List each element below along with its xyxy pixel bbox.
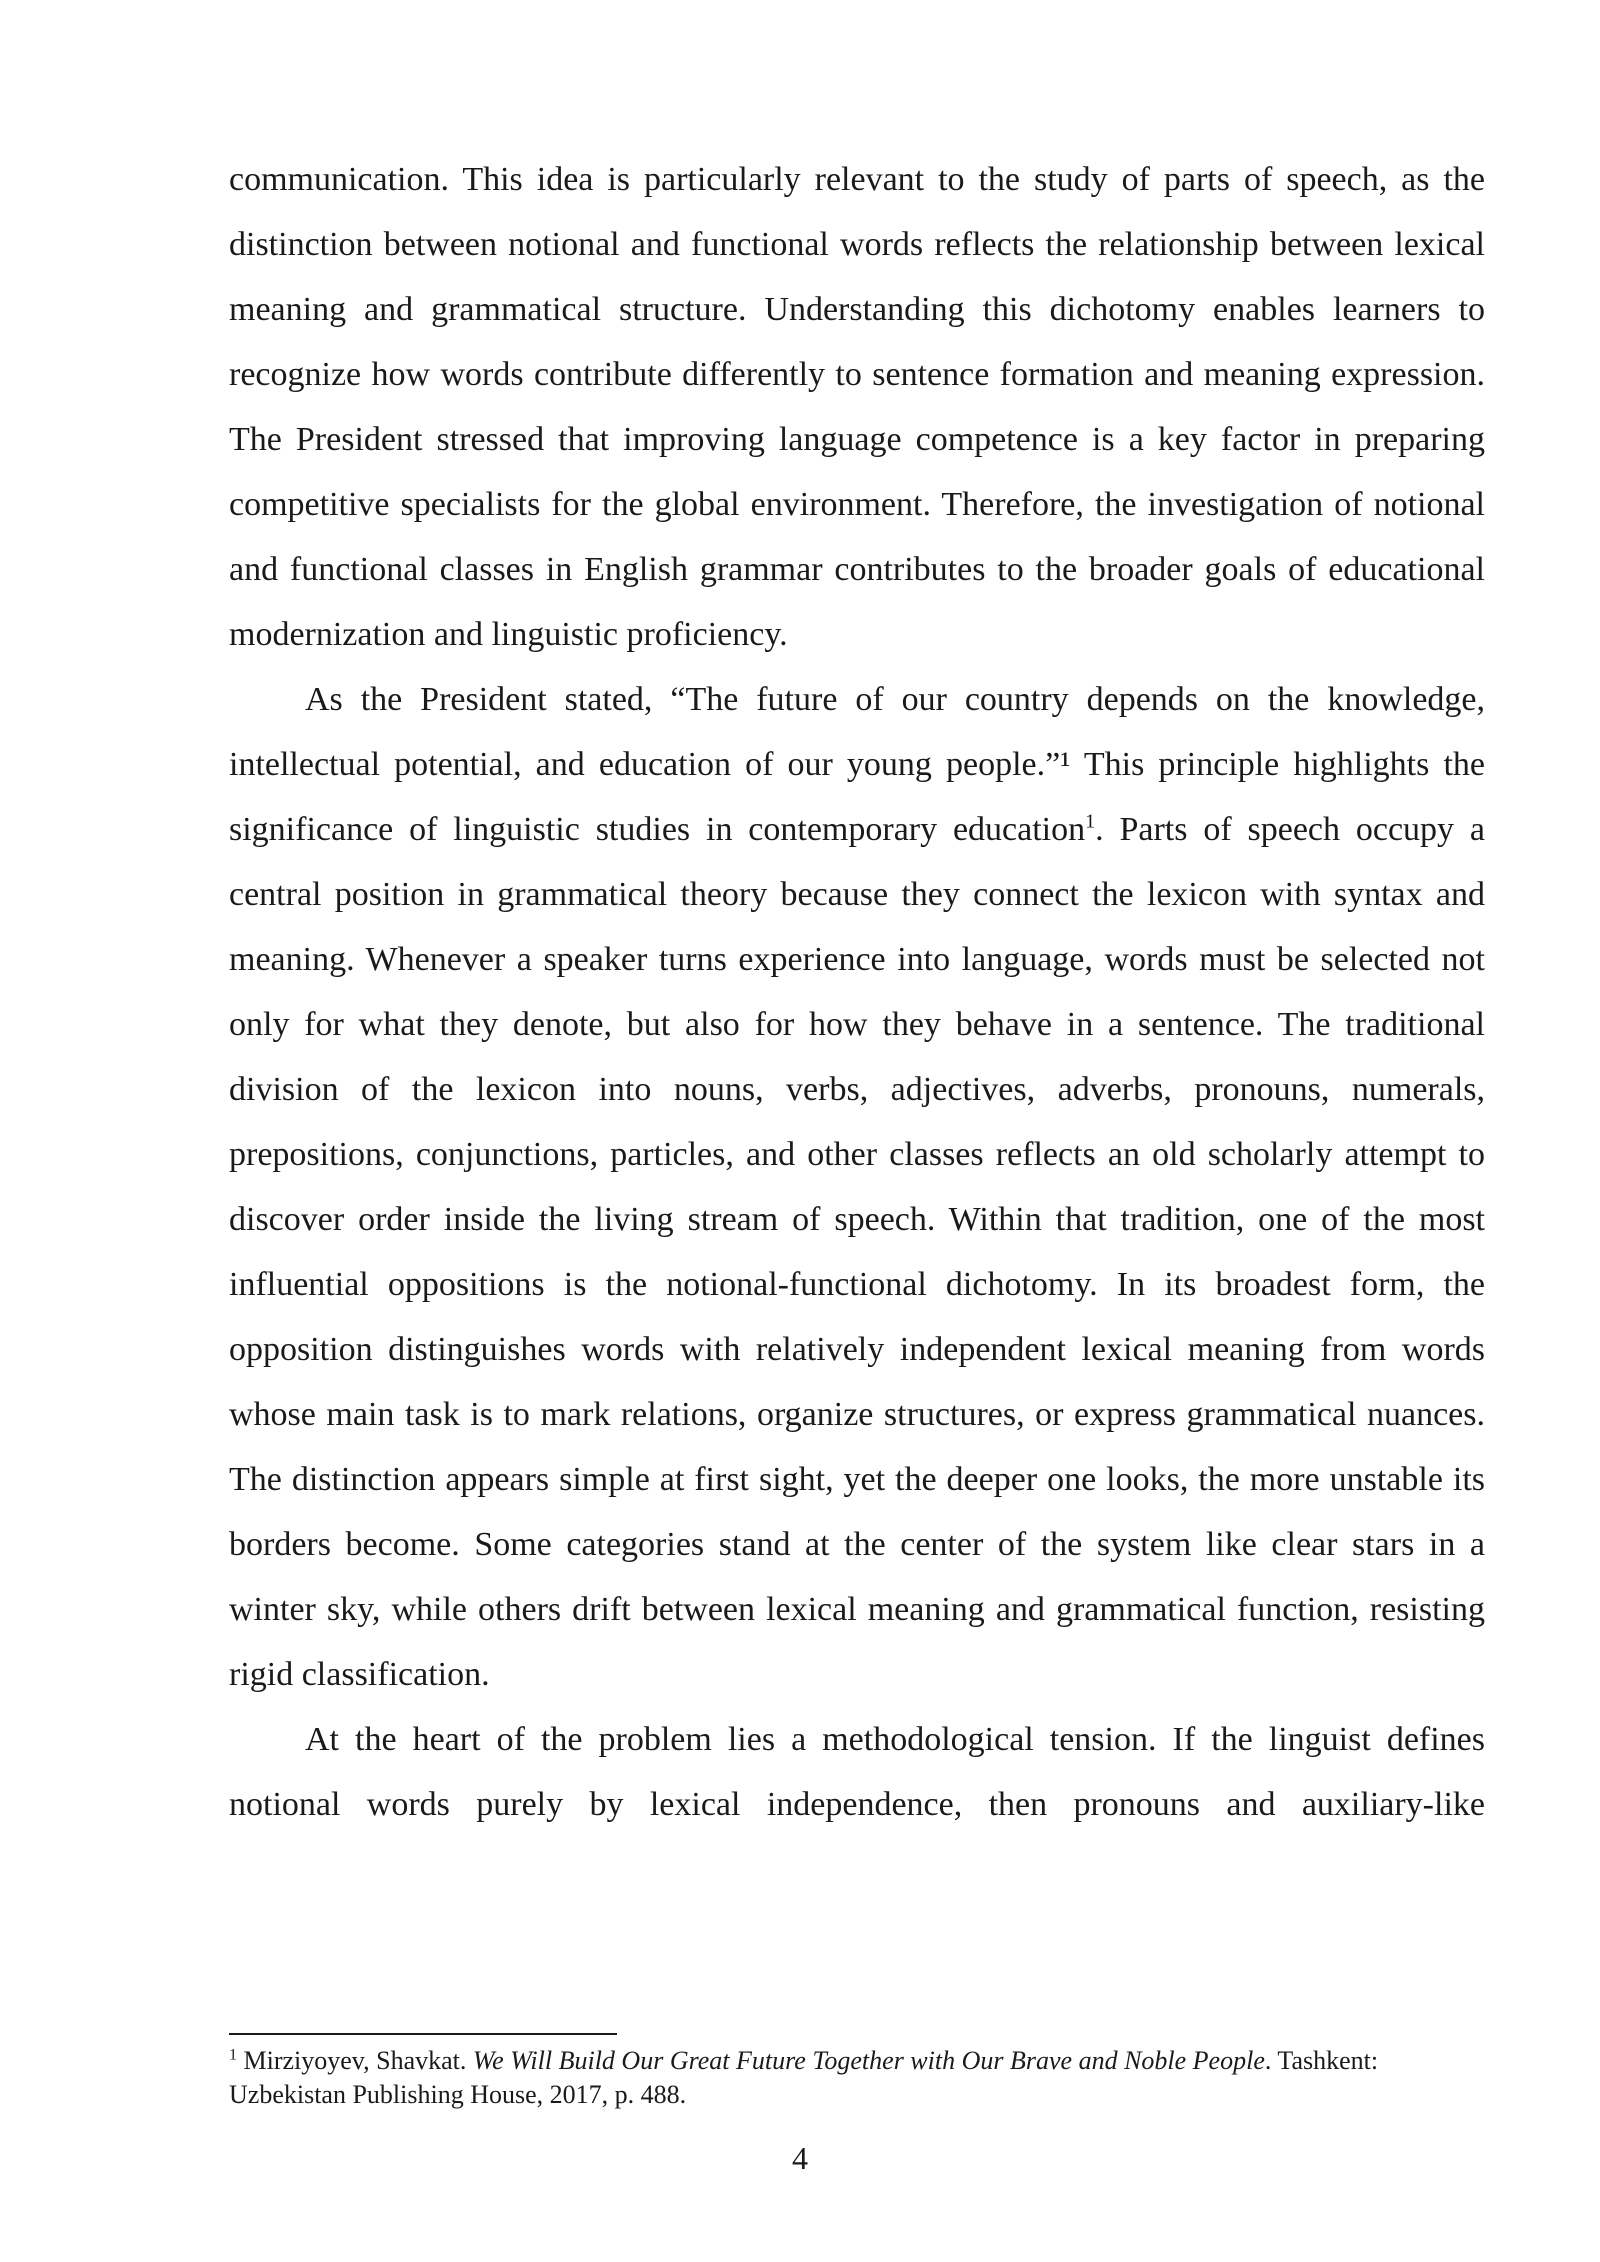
footnote-separator xyxy=(229,2033,617,2035)
page-number: 4 xyxy=(792,2140,808,2176)
body-text xyxy=(229,147,1485,1837)
footnote-reference[interactable]: 1 xyxy=(1085,810,1096,833)
footnote-title: We Will Build Our Great Future Together with Our Brave and Noble People xyxy=(472,2046,1265,2075)
paragraph-2-text-b: . Parts of speech occupy a central position in grammatical theory because they connect the lexicon with syntax and meaning. Whenever a speaker turns experience into language, words must be selected not only for what they denote, but also for how they behave in a sentence. The traditional division of the lexicon into nouns, verbs, adjectives, adverbs, pronouns, numerals, prepositions, conjunctions, particles, and other classes reflects an old scholarly attempt to discover order inside the living stream of speech. Within that tradition, one of the most influential oppositions is the notional-functional dichotomy. In its broadest form, the opposition distinguishes words with relatively independent lexical meaning from words whose main task is to mark relations, organize structures, or express grammatical nuances. The distinction appears simple at first sight, yet the deeper one looks, the more unstable its borders become. Some categories stand at the center of the system like clear stars in a winter sky, while others drift between lexical meaning and grammatical function, resisting rigid classification. xyxy=(229,811,1485,1693)
paragraph-2 xyxy=(229,667,1485,1707)
footnote-marker: 1 xyxy=(229,2046,237,2064)
paragraph-3-text: At the heart of the problem lies a methodological tension. If the linguist defines notional words purely by lexical independence, then pronouns and auxiliary-like xyxy=(229,1721,1485,1823)
footnote xyxy=(229,2044,1485,2112)
footnote-author: Mirziyoyev, Shavkat. xyxy=(237,2046,473,2075)
paragraph-1 xyxy=(229,147,1485,667)
paragraph-1-text: communication. This idea is particularly relevant to the study of parts of speech, as the distinction between notional and functional words reflects the relationship between lexical meaning and grammatical structure. Understanding this dichotomy enables learners to recognize how words contribute differently to sentence formation and meaning expression. The President stressed that improving language competence is a key factor in preparing competitive specialists for the global environment. Therefore, the investigation of notional and functional classes in English grammar contributes to the broader goals of educational modernization and linguistic proficiency. xyxy=(229,161,1485,653)
paragraph-2-text-a: As the President stated, “The future of our country depends on the knowledge, intellectual potential, and education of our young people.”¹ This principle highlights the significance of linguistic studies in contemporary education xyxy=(229,681,1485,848)
paragraph-3 xyxy=(229,1707,1485,1837)
footnote-publication: . Tashkent: Uzbekistan Publishing House, 2017, p. 488. xyxy=(229,2046,1379,2109)
